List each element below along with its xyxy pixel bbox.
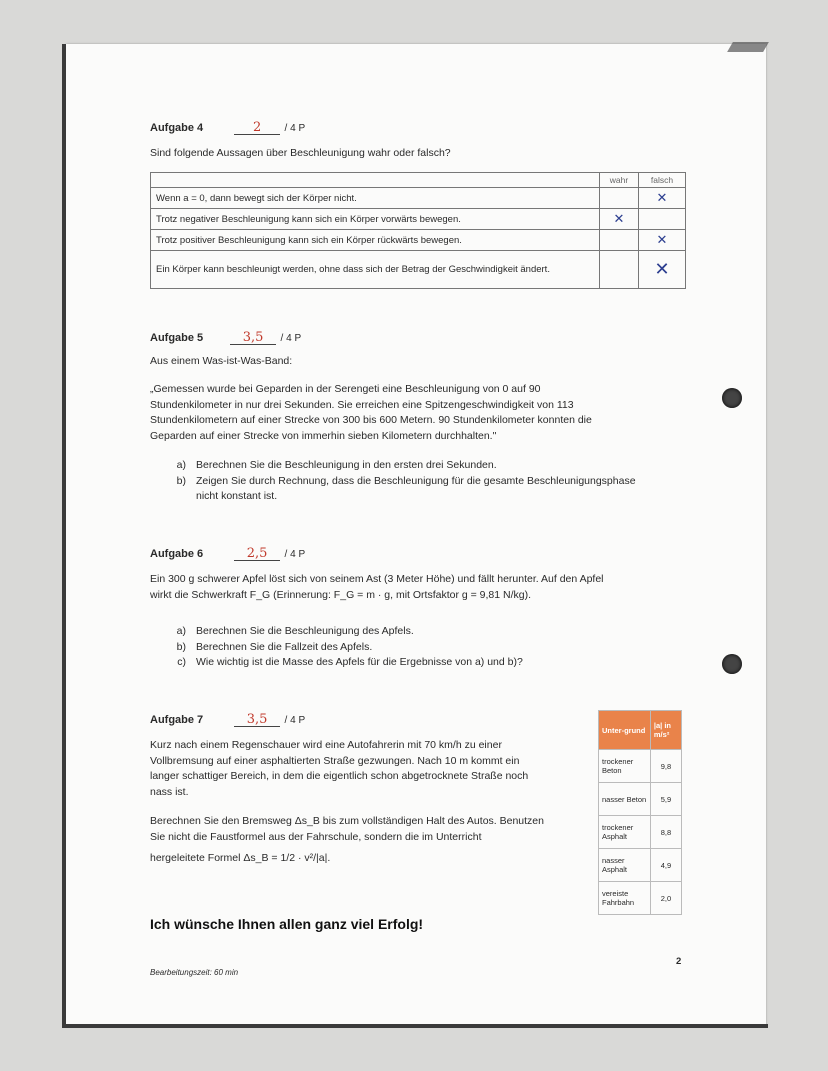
aufgabe6-item-c: [168, 655, 688, 671]
folded-corner: [727, 42, 769, 52]
aufgabe6-item-a: [168, 624, 688, 640]
true-false-table: [150, 172, 686, 289]
ground-head-value: |a| in m/s²: [650, 711, 681, 750]
aufgabe7-p2-2: Sie nicht die Faustformel aus der Fahrschule, sondern die im Unterricht: [150, 830, 482, 843]
aufgabe7-p1-4: nass ist.: [150, 785, 189, 798]
value-cell: 4,9: [650, 849, 681, 882]
value-cell: 9,8: [650, 750, 681, 783]
quote-line-1: „Gemessen wurde bei Geparden in der Serengeti eine Beschleunigung von 0 auf 90: [150, 383, 541, 395]
aufgabe6-c-label: c): [177, 656, 186, 668]
value-cell: 5,9: [650, 783, 681, 816]
aufgabe5-quote: [150, 382, 670, 444]
true-mark-3[interactable]: [600, 230, 639, 251]
aufgabe5-b-label: b): [176, 474, 186, 487]
statement-3: Trotz positiver Beschleunigung kann sich ein Körper rückwärts bewegen.: [151, 230, 600, 251]
true-mark-2[interactable]: ✕: [600, 209, 639, 230]
aufgabe4-points: / 4 P: [284, 123, 306, 134]
aufgabe6-b-text: Berechnen Sie die Fallzeit des Apfels.: [196, 640, 373, 653]
false-mark-3[interactable]: ✕: [639, 230, 686, 251]
aufgabe5-item-a: [168, 458, 688, 474]
value-cell: 2,0: [650, 882, 681, 915]
aufgabe6-text: [150, 572, 680, 603]
aufgabe4-question: Sind folgende Aussagen über Beschleunigung wahr oder falsch?: [150, 147, 451, 159]
aufgabe7-score: 3,5: [234, 714, 280, 727]
aufgabe4-score: 2: [234, 122, 280, 135]
ground-cell: vereiste Fahrbahn: [599, 882, 651, 915]
aufgabe7-points: / 4 P: [284, 715, 306, 726]
statement-2: Trotz negativer Beschleunigung kann sich ein Körper vorwärts bewegen.: [151, 209, 600, 230]
aufgabe7-title: Aufgabe 7: [150, 714, 204, 726]
aufgabe5-points: / 4 P: [280, 333, 302, 344]
aufgabe4-title: Aufgabe 4: [150, 122, 204, 134]
aufgabe5-b-text-1: Zeigen Sie durch Rechnung, dass die Beschleunigung für die gesamte Beschleunigungsphase: [196, 474, 636, 487]
aufgabe5-b-text: [196, 474, 636, 505]
time-limit-note: Bearbeitungszeit: 60 min: [150, 968, 239, 977]
ground-friction-table: [598, 710, 682, 915]
true-mark-4[interactable]: [600, 251, 639, 289]
aufgabe7-p2-1: Berechnen Sie den Bremsweg Δs_B bis zum vollständigen Halt des Autos. Benutzen: [150, 815, 544, 827]
aufgabe4-header: [150, 118, 305, 136]
aufgabe5-b-text-2: nicht konstant ist.: [196, 490, 278, 502]
aufgabe7-paragraph-1: [150, 738, 590, 800]
page-number: 2: [676, 956, 682, 967]
punch-hole-bottom: [722, 654, 742, 674]
aufgabe5-title: Aufgabe 5: [150, 332, 204, 344]
aufgabe5-a-label: a): [176, 459, 186, 471]
aufgabe7-header: [150, 710, 305, 728]
scan-edge-bottom: [62, 1024, 768, 1028]
aufgabe6-a-text: Berechnen Sie die Beschleunigung des Apfels.: [196, 625, 414, 637]
aufgabe6-score: 2,5: [234, 548, 280, 561]
statement-4: Ein Körper kann beschleunigt werden, ohne dass sich der Betrag der Geschwindigkeit ändert.: [151, 251, 600, 289]
aufgabe7-paragraph-2: [150, 814, 590, 867]
aufgabe6-text-1: Ein 300 g schwerer Apfel löst sich von seinem Ast (3 Meter Höhe) und fällt herunter. Auf den Apfel: [150, 573, 604, 585]
ground-cell: trockener Beton: [599, 750, 651, 783]
value-cell: 8,8: [650, 816, 681, 849]
aufgabe7-p1-1: Kurz nach einem Regenschauer wird eine Autofahrerin mit 70 km/h zu einer: [150, 739, 502, 751]
quote-line-3: Stundenkilometern auf einer Strecke von 300 bis 600 Metern. 90 Stundenkilometer konnten die: [150, 414, 592, 426]
aufgabe5-score: 3,5: [230, 332, 276, 345]
aufgabe6-a-label: a): [176, 625, 186, 637]
aufgabe6-title: Aufgabe 6: [150, 548, 204, 560]
header-false: falsch: [639, 173, 686, 188]
aufgabe7-p1-2: Vollbremsung auf einer asphaltierten Straße gezwungen. Nach 10 m kommt ein: [150, 754, 520, 767]
statement-1: Wenn a = 0, dann bewegt sich der Körper nicht.: [151, 188, 600, 209]
aufgabe5-source: Aus einem Was-ist-Was-Band:: [150, 355, 293, 367]
aufgabe5-a-text: Berechnen Sie die Beschleunigung in den ersten drei Sekunden.: [196, 459, 497, 471]
ground-cell: nasser Asphalt: [599, 849, 651, 882]
aufgabe5-header: [150, 328, 301, 346]
closing-message: Ich wünsche Ihnen allen ganz viel Erfolg!: [150, 916, 424, 932]
aufgabe6-points: / 4 P: [284, 549, 306, 560]
false-mark-4[interactable]: ✕: [639, 251, 686, 289]
false-mark-1[interactable]: ✕: [639, 188, 686, 209]
punch-hole-top: [722, 388, 742, 408]
scan-edge-left: [62, 44, 66, 1028]
aufgabe7-p1-3: langer schattiger Bereich, in dem die eigentlich schon abgetrocknete Straße noch: [150, 770, 529, 782]
aufgabe6-header: [150, 544, 305, 562]
aufgabe5-subtasks: [168, 458, 688, 505]
aufgabe6-text-2: wirkt die Schwerkraft F_G (Erinnerung: F_G = m · g, mit Ortsfaktor g = 9,81 N/kg).: [150, 588, 532, 601]
quote-line-2: Stundenkilometer in nur drei Sekunden. Sie erreichen eine Spitzengeschwindigkeit von 113: [150, 398, 574, 411]
aufgabe6-item-b: [168, 640, 688, 656]
header-true: wahr: [600, 173, 639, 188]
ground-cell: trockener Asphalt: [599, 816, 651, 849]
aufgabe6-subtasks: [168, 624, 688, 671]
quote-line-4: Geparden auf einer Strecke von immerhin sieben Kilometern durchhalten.": [150, 429, 497, 442]
ground-cell: nasser Beton: [599, 783, 651, 816]
aufgabe5-item-b: [168, 474, 688, 505]
true-mark-1[interactable]: [600, 188, 639, 209]
aufgabe6-b-label: b): [176, 640, 186, 653]
ground-head-label: Unter-grund: [599, 711, 651, 750]
aufgabe6-c-text: Wie wichtig ist die Masse des Apfels für die Ergebnisse von a) und b)?: [196, 656, 523, 668]
aufgabe7-p2-3: hergeleitete Formel Δs_B = 1/2 · v²/|a|.: [150, 852, 331, 864]
false-mark-2[interactable]: [639, 209, 686, 230]
